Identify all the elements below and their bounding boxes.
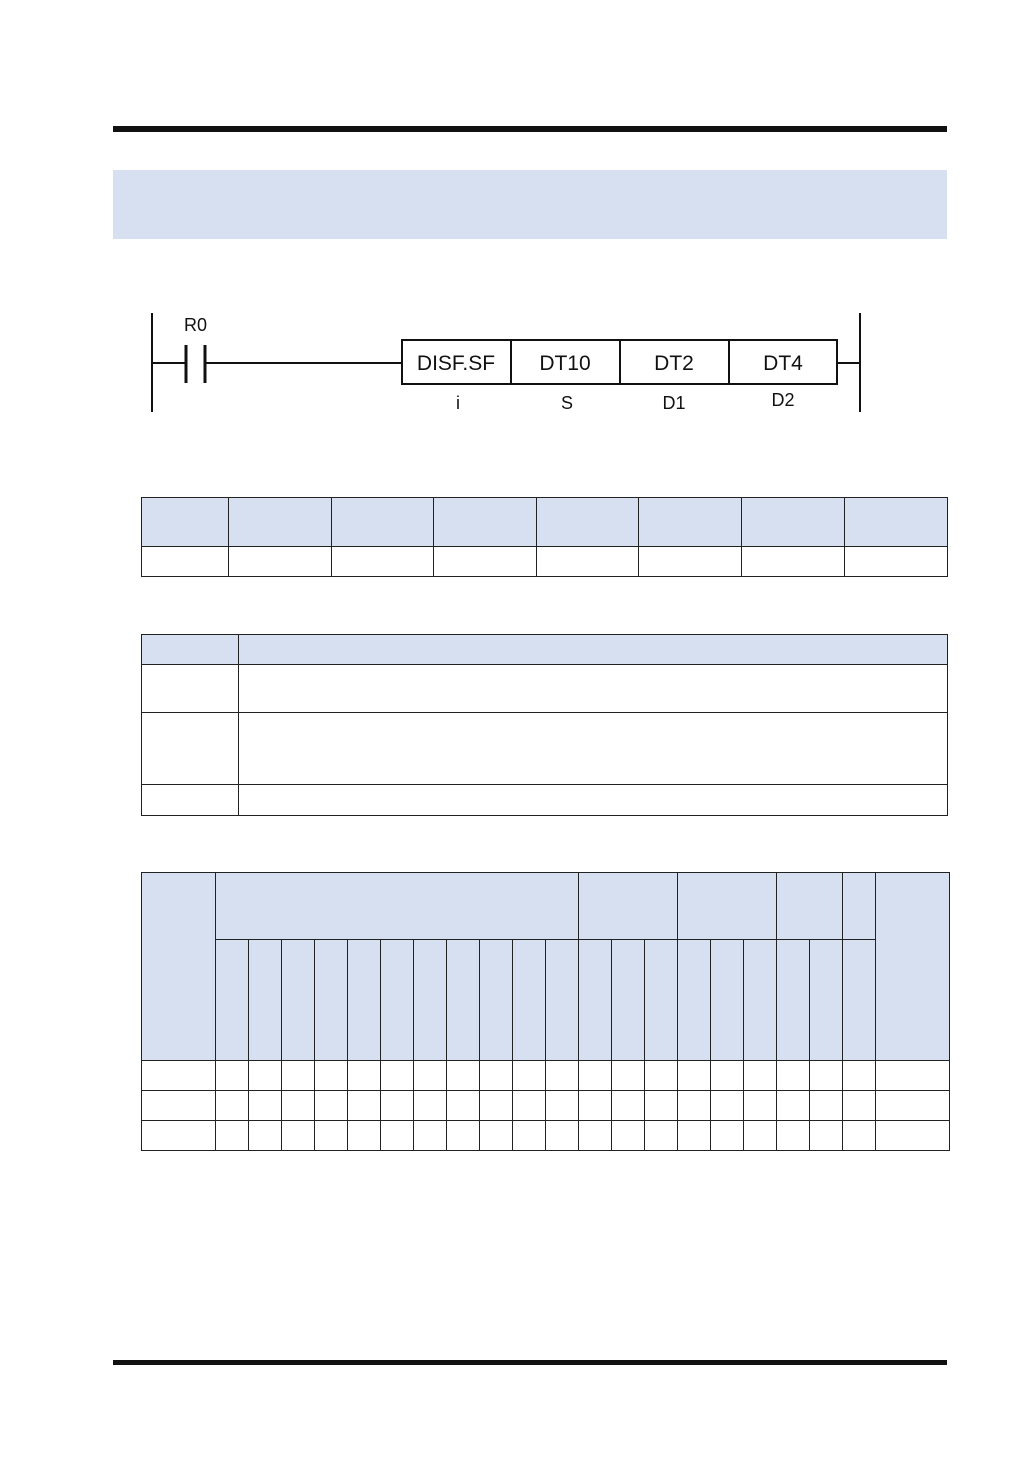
table-a-header-cell xyxy=(845,498,948,547)
table-c-subheader-cell xyxy=(579,940,612,1061)
table-cell xyxy=(142,665,239,713)
table-cell xyxy=(315,1091,348,1121)
table-cell xyxy=(645,1121,678,1151)
table-cell xyxy=(315,1121,348,1151)
header-rule xyxy=(113,126,947,132)
table-c-subheader-cell xyxy=(315,940,348,1061)
table-cell xyxy=(216,1061,249,1091)
table-c-header-group xyxy=(678,873,777,940)
table-cell xyxy=(434,547,537,577)
table-a-header-cell xyxy=(537,498,639,547)
table-cell xyxy=(612,1061,645,1091)
table-cell xyxy=(579,1121,612,1151)
table-a-header-cell xyxy=(742,498,845,547)
table-a xyxy=(141,497,948,577)
table-row xyxy=(142,1121,950,1151)
table-cell xyxy=(645,1091,678,1121)
table-c-subheader-cell xyxy=(744,940,777,1061)
table-cell xyxy=(142,785,239,816)
table-c-header-group xyxy=(777,873,843,940)
table-c-subheader-cell xyxy=(348,940,381,1061)
table-cell xyxy=(249,1061,282,1091)
table-row xyxy=(142,1061,950,1091)
table-cell xyxy=(678,1091,711,1121)
table-cell xyxy=(810,1061,843,1091)
tag-i: i xyxy=(456,393,460,413)
table-c-subheader-cell xyxy=(414,940,447,1061)
table-cell xyxy=(845,547,948,577)
table-cell xyxy=(282,1121,315,1151)
table-c-subheader-cell xyxy=(513,940,546,1061)
table-cell xyxy=(229,547,332,577)
table-cell xyxy=(381,1121,414,1151)
table-cell xyxy=(142,1091,216,1121)
table-c-subheader-cell xyxy=(678,940,711,1061)
table-cell xyxy=(744,1061,777,1091)
table-c-subheader-cell xyxy=(777,940,810,1061)
table-cell xyxy=(414,1061,447,1091)
table-c-header-group xyxy=(843,873,876,940)
table-c-subheader-cell xyxy=(546,940,579,1061)
table-c-subheader-cell xyxy=(810,940,843,1061)
contact-label: R0 xyxy=(184,315,208,335)
table-cell xyxy=(639,547,742,577)
table-cell xyxy=(216,1091,249,1121)
table-c-header-group xyxy=(216,873,579,940)
table-c-subheader-cell xyxy=(447,940,480,1061)
table-cell xyxy=(348,1121,381,1151)
tag-d2: D2 xyxy=(771,390,795,410)
table-b xyxy=(141,634,948,816)
table-c-subheader-cell xyxy=(216,940,249,1061)
table-cell xyxy=(513,1091,546,1121)
table-c-header-row xyxy=(142,873,950,940)
table-cell xyxy=(537,547,639,577)
table-cell xyxy=(332,547,434,577)
table-cell xyxy=(447,1061,480,1091)
table-cell xyxy=(249,1091,282,1121)
table-cell xyxy=(546,1061,579,1091)
operand-d2: DT4 xyxy=(763,352,803,375)
table-b-header-row xyxy=(142,635,948,665)
table-cell xyxy=(711,1061,744,1091)
table-cell xyxy=(742,547,845,577)
table-a-header-cell xyxy=(332,498,434,547)
table-a-header-cell xyxy=(434,498,537,547)
table-cell xyxy=(843,1091,876,1121)
table-c-subheader-cell xyxy=(480,940,513,1061)
table-cell xyxy=(216,1121,249,1151)
table-cell xyxy=(777,1061,810,1091)
table-cell xyxy=(239,665,948,713)
contact-r0 xyxy=(186,345,205,383)
table-cell xyxy=(711,1121,744,1151)
table-row xyxy=(142,547,948,577)
table-cell xyxy=(447,1091,480,1121)
table-cell xyxy=(414,1121,447,1151)
table-cell xyxy=(142,1121,216,1151)
table-cell xyxy=(843,1061,876,1091)
table-cell xyxy=(381,1091,414,1121)
table-cell xyxy=(711,1091,744,1121)
table-b-header-cell xyxy=(142,635,239,665)
operand-d1: DT2 xyxy=(654,352,694,375)
table-row xyxy=(142,785,948,816)
table-cell xyxy=(744,1091,777,1121)
table-row xyxy=(142,713,948,785)
table-cell xyxy=(810,1091,843,1121)
section-banner xyxy=(113,170,947,239)
instruction-name: DISF.SF xyxy=(416,352,496,375)
table-a-header-row xyxy=(142,498,948,547)
table-cell xyxy=(142,713,239,785)
ladder-diagram xyxy=(140,305,880,425)
table-a-header-cell xyxy=(229,498,332,547)
table-cell xyxy=(447,1121,480,1151)
table-cell xyxy=(876,1091,950,1121)
table-cell xyxy=(546,1121,579,1151)
table-cell xyxy=(239,713,948,785)
table-row xyxy=(142,665,948,713)
table-cell xyxy=(142,1061,216,1091)
table-c-header-cell xyxy=(876,873,950,1061)
table-cell xyxy=(777,1121,810,1151)
table-b-header-cell xyxy=(239,635,948,665)
table-cell xyxy=(810,1121,843,1151)
table-cell xyxy=(480,1091,513,1121)
table-c-header-group xyxy=(579,873,678,940)
table-cell xyxy=(843,1121,876,1151)
table-cell xyxy=(645,1061,678,1091)
table-cell xyxy=(348,1061,381,1091)
table-c-subheader-row xyxy=(142,940,950,1061)
table-a-header-cell xyxy=(639,498,742,547)
table-cell xyxy=(480,1121,513,1151)
footer-rule xyxy=(113,1360,947,1365)
table-cell xyxy=(876,1061,950,1091)
table-c xyxy=(141,872,950,1151)
table-cell xyxy=(249,1121,282,1151)
tag-d1: D1 xyxy=(662,393,686,413)
table-c-subheader-cell xyxy=(381,940,414,1061)
table-cell xyxy=(612,1091,645,1121)
table-cell xyxy=(513,1121,546,1151)
table-cell xyxy=(142,547,229,577)
table-cell xyxy=(777,1091,810,1121)
table-c-header-cell xyxy=(142,873,216,1061)
table-cell xyxy=(876,1121,950,1151)
tag-s: S xyxy=(560,393,574,413)
table-cell xyxy=(239,785,948,816)
table-cell xyxy=(579,1061,612,1091)
table-cell xyxy=(678,1121,711,1151)
table-cell xyxy=(513,1061,546,1091)
table-c-subheader-cell xyxy=(282,940,315,1061)
table-row xyxy=(142,1091,950,1121)
table-cell xyxy=(744,1121,777,1151)
table-cell xyxy=(282,1091,315,1121)
table-c-subheader-cell xyxy=(249,940,282,1061)
table-c-subheader-cell xyxy=(711,940,744,1061)
operand-s: DT10 xyxy=(539,352,591,375)
table-c-subheader-cell xyxy=(612,940,645,1061)
table-a-header-cell xyxy=(142,498,229,547)
table-cell xyxy=(612,1121,645,1151)
table-cell xyxy=(480,1061,513,1091)
table-c-subheader-cell xyxy=(645,940,678,1061)
table-cell xyxy=(546,1091,579,1121)
table-cell xyxy=(678,1061,711,1091)
table-cell xyxy=(315,1061,348,1091)
table-cell xyxy=(282,1061,315,1091)
table-c-subheader-cell xyxy=(843,940,876,1061)
table-cell xyxy=(414,1091,447,1121)
table-cell xyxy=(381,1061,414,1091)
table-cell xyxy=(348,1091,381,1121)
table-cell xyxy=(579,1091,612,1121)
